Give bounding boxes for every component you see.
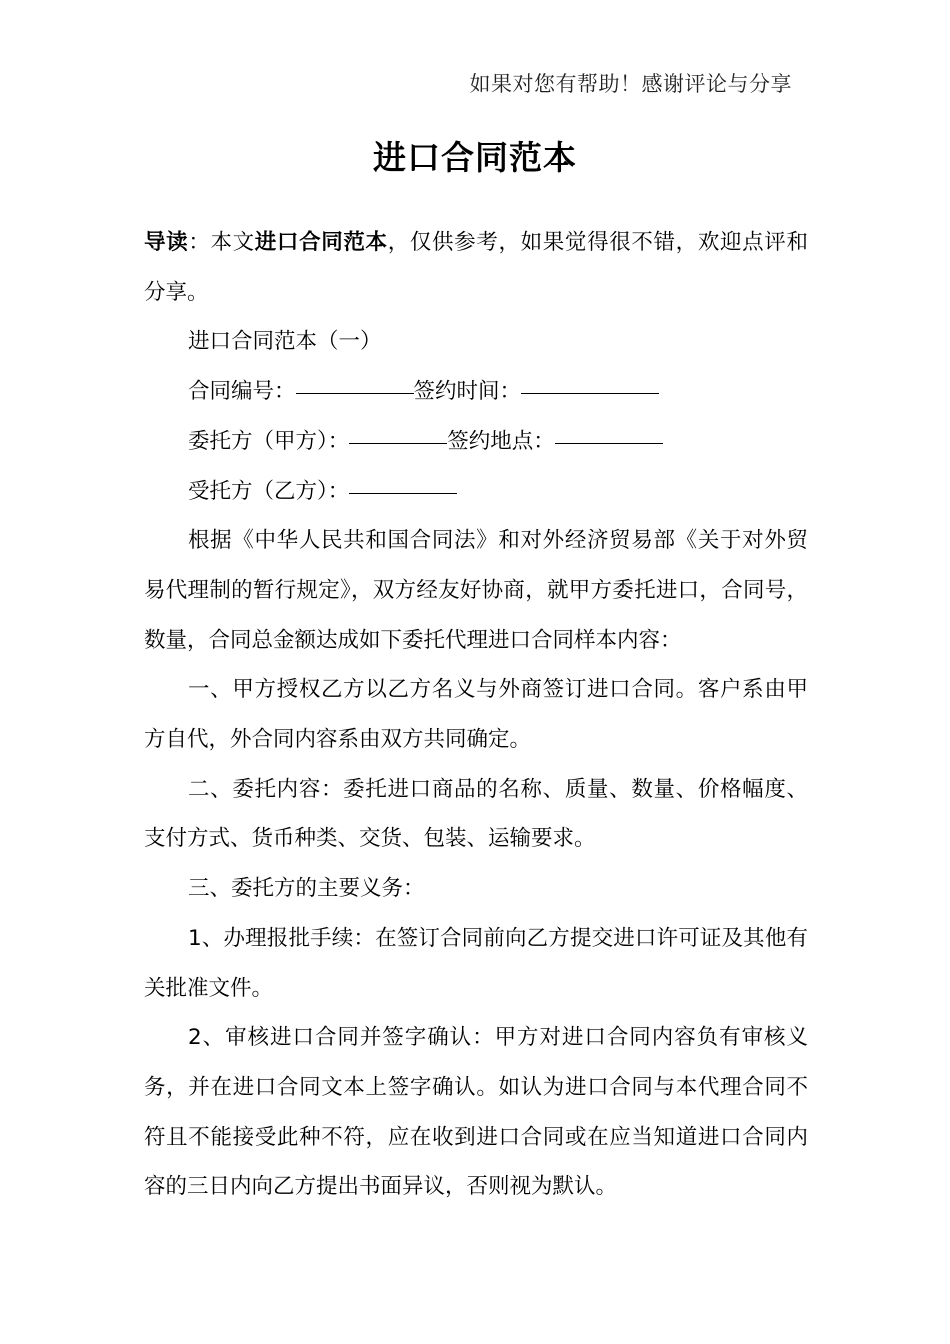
paragraph-basis: 根据《中华人民共和国合同法》和对外经济贸易部《关于对外贸易代理制的暂行规定》，双方经友好协商，就甲方委托进口，合同号，数量，合同总金额达成如下委托代理进口合同样本内容： xyxy=(144,528,808,653)
agent-label: 受托方（乙方）： xyxy=(188,478,350,504)
paragraph-clause-3: 三、委托方的主要义务： xyxy=(188,876,425,902)
sign-time-label: 签约时间： xyxy=(413,379,522,405)
paragraph-item-1: 1、办理报批手续：在签订合同前向乙方提交进口许可证及其他有关批准文件。 xyxy=(144,925,808,1001)
field-row-agent xyxy=(144,467,808,517)
field-row-contract xyxy=(144,367,808,417)
paragraph-item-2: 2、审核进口合同并签字确认：甲方对进口合同内容负有审核义务，并在进口合同文本上签字确认。如认为进口合同与本代理合同不符且不能接受此种不符，应在收到进口合同或在应当知道进口合同内容的三日内向乙方提出书面异议，否则视为默认。 xyxy=(144,1025,808,1200)
intro-label: 导读 xyxy=(144,230,189,255)
field-row-client xyxy=(144,417,808,467)
contract-no-blank xyxy=(296,392,414,394)
document-title: 进口合同范本 xyxy=(373,138,577,177)
client-label: 委托方（甲方）： xyxy=(188,428,350,454)
intro-bold-title: 进口合同范本 xyxy=(254,230,388,255)
intro-text-before: 本文 xyxy=(210,230,255,255)
document-body xyxy=(144,218,808,1212)
paragraph-clause-1: 一、甲方授权乙方以乙方名义与外商签订进口合同。客户系由甲方自代，外合同内容系由双方共同确定。 xyxy=(144,677,808,753)
sign-place-label: 签约地点： xyxy=(447,428,555,454)
intro-paragraph xyxy=(144,218,808,317)
contract-no-label: 合同编号： xyxy=(188,379,296,405)
paragraph-clause-2: 二、委托内容：委托进口商品的名称、质量、数量、价格幅度、支付方式、货币种类、交货、包装、运输要求。 xyxy=(144,776,808,852)
sign-time-blank xyxy=(521,392,659,394)
section-heading: 进口合同范本（一） xyxy=(188,329,382,355)
sign-place-blank xyxy=(555,442,663,444)
intro-text-after: ，仅供参考，如果觉得很不错，欢迎点评和分享。 xyxy=(144,230,808,305)
agent-blank xyxy=(349,492,457,494)
header-note: 如果对您有帮助！感谢评论与分享 xyxy=(469,72,792,96)
intro-colon: ： xyxy=(188,230,211,255)
client-blank xyxy=(349,442,447,444)
